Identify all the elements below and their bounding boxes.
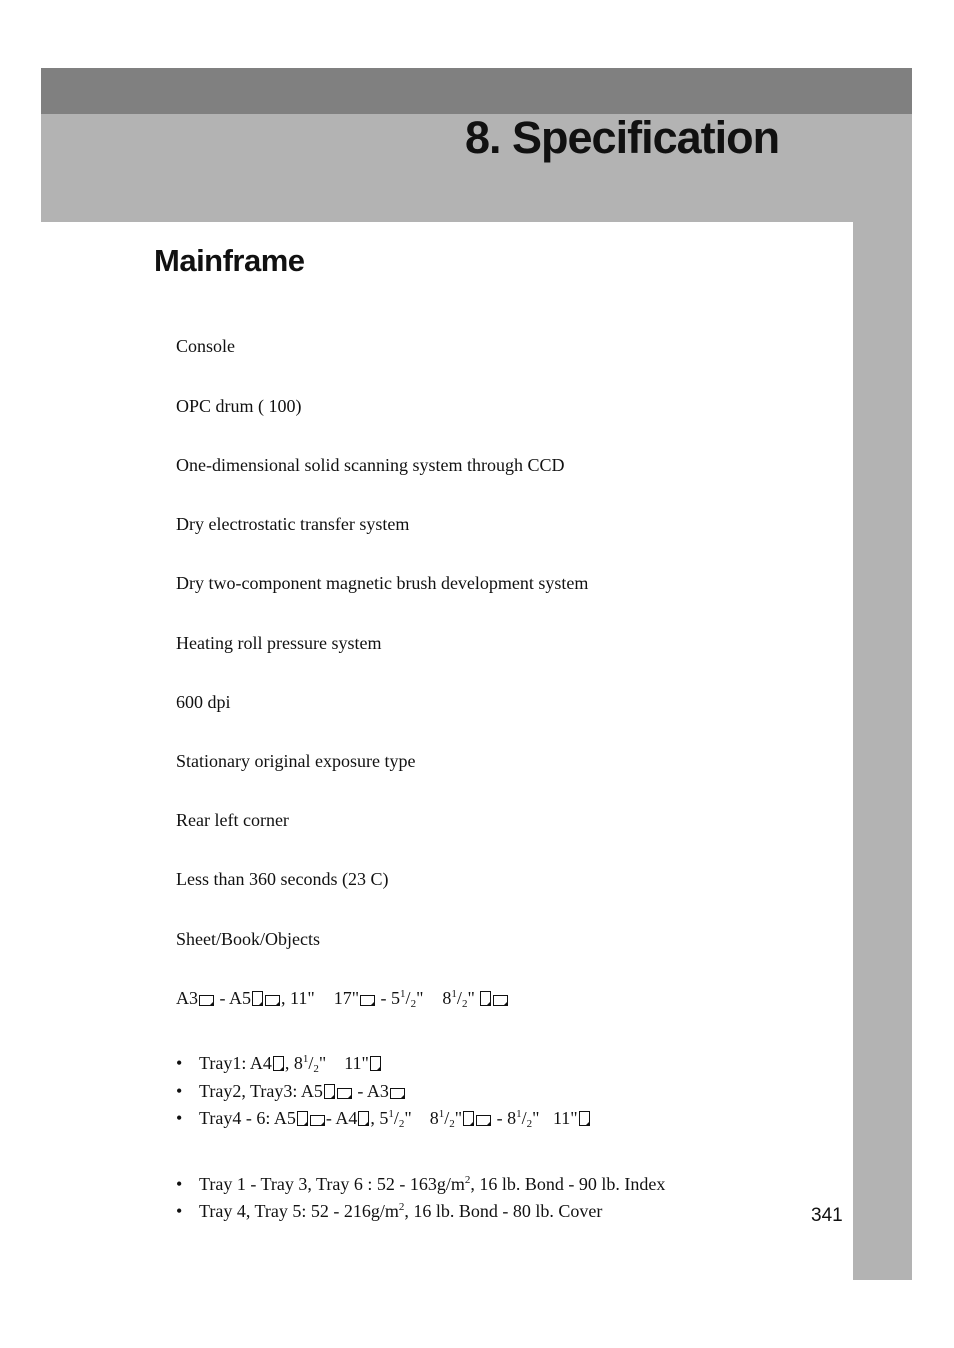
text: A3 [176,988,198,1008]
text: " [416,988,424,1008]
text: " 8 [404,1108,439,1128]
spec-originals: Sheet/Book/Objects [176,929,320,949]
paper-portrait-icon [358,1111,369,1126]
fraction-slash: / [405,988,411,1008]
bullet: • [176,1081,183,1101]
superscript: 2 [398,1201,405,1213]
text: Tray 4, Tray 5: 52 - 216g/m [199,1201,399,1221]
text: , 5 [370,1108,389,1128]
spec-exposure-glass: Stationary original exposure type [176,751,416,771]
spec-original-scanning: One-dimensional solid scanning system through CCD [176,455,565,475]
list-item [176,1052,382,1074]
spec-maximum-original-size [176,987,509,1009]
fraction-numerator: 1 [438,1108,445,1120]
page-number: 341 [811,1205,843,1226]
fraction-numerator: 1 [516,1108,522,1120]
fraction-slash: / [393,1108,399,1128]
fraction-numerator: 1 [388,1108,394,1120]
bullet: • [176,1108,183,1128]
fraction-denominator: 2 [449,1118,455,1130]
section-title: Mainframe [154,243,305,278]
fraction-slash: / [444,1108,450,1128]
text: , 16 lb. Bond - 80 lb. Cover [404,1201,603,1221]
spec-reference-position: Rear left corner [176,810,289,830]
spec-photosensitivity: OPC drum ( 100) [176,396,302,416]
fraction-denominator: 2 [461,998,468,1010]
text: Tray 1 - Tray 3, Tray 6 : 52 - 163g/m [199,1174,465,1194]
paper-landscape-icon [337,1088,352,1099]
text: " [454,1108,463,1128]
spec-fusing: Heating roll pressure system [176,633,382,653]
text: Tray2, Tray3: A5 [199,1081,323,1101]
text: - A5 [215,988,251,1008]
fraction-denominator: 2 [398,1118,405,1130]
text: - A3 [352,1081,389,1101]
text: Tray4 - 6: A5 [199,1108,296,1128]
paper-landscape-icon [493,995,508,1006]
fraction-denominator: 2 [313,1063,319,1075]
list-item [176,1080,406,1102]
spec-resolution: 600 dpi [176,692,231,712]
fraction-numerator: 1 [302,1053,309,1065]
text: - 5 [376,988,401,1008]
header-band-dark [41,68,912,114]
paper-landscape-icon [265,995,280,1006]
fraction-denominator: 2 [410,998,417,1010]
fraction-slash: / [308,1053,314,1073]
spec-configuration: Console [176,336,236,356]
superscript: 2 [464,1174,471,1186]
text: " [467,988,480,1008]
fraction-numerator: 1 [451,988,457,1000]
text: - 8 [492,1108,517,1128]
paper-landscape-icon [390,1088,405,1099]
list-item [176,1107,591,1129]
text: - A4 [325,1108,358,1128]
spec-development: Dry two-component magnetic brush development system [176,573,589,593]
paper-landscape-icon [360,995,375,1006]
bullet: • [176,1201,183,1221]
bullet: • [176,1053,183,1073]
paper-landscape-icon [199,995,214,1006]
text: " 11" [532,1108,578,1128]
chapter-title: 8. Specification [465,112,780,163]
paper-portrait-icon [324,1084,335,1099]
list-item [176,1200,602,1222]
fraction-numerator: 1 [400,988,406,1000]
paper-portrait-icon [463,1111,474,1126]
bullet: • [176,1174,183,1194]
spec-copy-process: Dry electrostatic transfer system [176,514,410,534]
side-tab-strip [853,222,912,1280]
paper-portrait-icon [370,1056,381,1071]
paper-landscape-icon [310,1115,325,1126]
fraction-slash: / [456,988,462,1008]
paper-portrait-icon [252,991,263,1006]
paper-landscape-icon [476,1115,491,1126]
paper-portrait-icon [273,1056,284,1071]
fraction-slash: / [521,1108,527,1128]
text: " 11" [318,1053,369,1073]
text: , 8 [284,1053,303,1073]
paper-portrait-icon [297,1111,308,1126]
text: 17" [333,988,360,1008]
text: , 16 lb. Bond - 90 lb. Index [470,1174,666,1194]
paper-portrait-icon [579,1111,590,1126]
text: 8 [442,988,452,1008]
text: Tray1: A4 [199,1053,272,1073]
spec-warm-up-time: Less than 360 seconds (23 C) [176,869,389,889]
text: , 11" [281,988,315,1008]
paper-portrait-icon [480,991,491,1006]
list-item [176,1173,665,1195]
fraction-denominator: 2 [526,1118,533,1130]
